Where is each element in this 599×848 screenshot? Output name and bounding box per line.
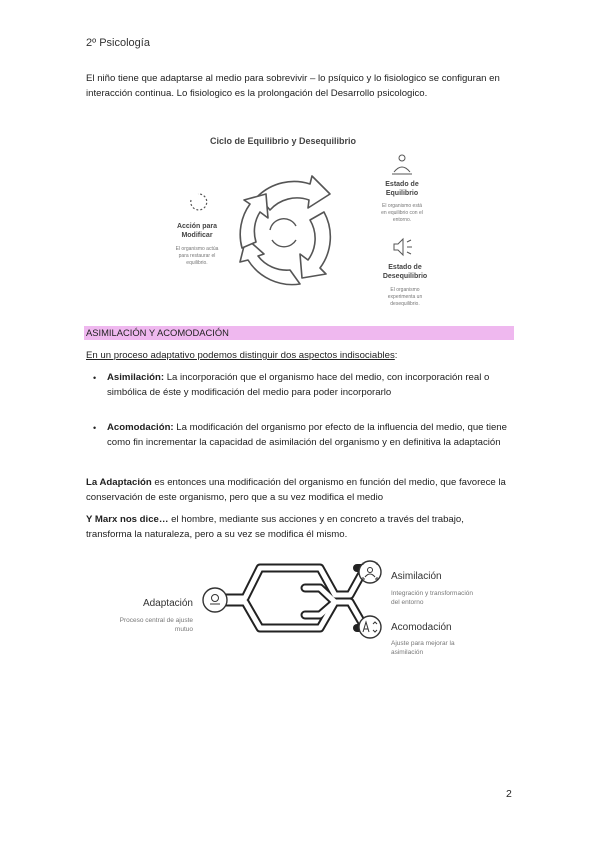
disequilibrium-desc-1: El organismo (390, 287, 420, 293)
equilibrium-desc-3: entorno. (392, 217, 412, 223)
marx-term: Y Marx nos dice… (86, 514, 169, 525)
bullet-term: Acomodación: (107, 422, 174, 433)
equilibrium-desc-1: El organismo está (381, 203, 423, 209)
acomodacion-desc-1: Ajuste para mejorar la (391, 640, 455, 647)
adaptation-diagram (95, 550, 515, 665)
page-header: 2º Psicología (86, 37, 150, 49)
bullet-text: La modificación del organismo por efecto de la influencia del medio, que tiene como fin incrementar la capacidad de asimilación del organismo y en definitiva la adaptación (107, 422, 507, 448)
cycle-center-arc (270, 219, 296, 230)
equilibrium-title-1: Estado de (385, 181, 419, 188)
section-title: ASIMILACIÓN Y ACOMODACIÓN (86, 327, 229, 338)
bullet-dot-icon: • (93, 423, 97, 433)
action-desc-2: para restaurar el (178, 253, 216, 259)
adaptacion-desc-1: Proceso central de ajuste (119, 617, 193, 624)
action-title-1: Acción para (176, 223, 218, 230)
bullet-dot-icon: • (93, 373, 97, 383)
speaker-icon (394, 239, 412, 255)
marx-text: el hombre, mediante sus acciones y en concreto a través del trabajo, transforma la naturaleza, pero a su vez se modifica él mismo. (86, 514, 464, 540)
action-desc-3: equilibrio. (186, 260, 208, 266)
cycle-arrows-icon (240, 176, 330, 285)
equilibrium-title-2: Equilibrio (385, 190, 419, 197)
action-title-2: Modificar (181, 232, 213, 239)
disequilibrium-title-1: Estado de (388, 264, 422, 271)
adaptacion-term: La Adaptación (86, 477, 152, 488)
adaptacion-text: es entonces una modificación del organismo en función del medio, que favorece la conservación de este organismo, pero que a su vez modifica el medio (86, 477, 506, 503)
intro-paragraph: El niño tiene que adaptarse al medio para sobrevivir – lo psíquico y lo fisiologico se configuran en interacción continua. Lo fisiologico es la prolongación del Desarrollo psicologico. (86, 73, 500, 99)
subheading-text: En un proceso adaptativo podemos distinguir dos aspectos indisociables (86, 350, 395, 361)
action-desc-1: El organismo actúa (175, 246, 219, 252)
disequilibrium-desc-2: experimenta un (387, 294, 423, 300)
acomodacion-title: Acomodación (391, 622, 452, 633)
asimilacion-desc-2: del entorno (391, 599, 424, 606)
acomodacion-desc-2: asimilación (391, 649, 424, 656)
acomodacion-node (359, 616, 381, 638)
equilibrium-cycle-diagram (160, 128, 450, 323)
asimilacion-title: Asimilación (391, 571, 442, 582)
cycle-title: Ciclo de Equilibrio y Desequilibrio (209, 136, 357, 146)
section-header (84, 326, 514, 340)
cycle-center-arc-2 (272, 240, 296, 247)
marx-paragraph (86, 513, 512, 542)
adaptacion-desc-2: mutuo (174, 626, 193, 633)
disequilibrium-title-2: Desequilibrio (382, 273, 428, 280)
asimilacion-desc-1: Integración y transformación (391, 590, 474, 597)
disequilibrium-desc-3: desequilibrio. (390, 301, 420, 307)
page-number: 2 (506, 788, 512, 800)
refresh-icon (191, 194, 207, 210)
meditation-icon (392, 155, 412, 174)
adaptacion-node (203, 588, 227, 612)
subheading (86, 350, 397, 361)
subheading-colon: : (394, 350, 398, 361)
adaptacion-paragraph (86, 476, 512, 505)
bullet-text: La incorporación que el organismo hace del medio, con incorporación real o simbólica de éste y modificación del medio para poder incorporarlo (107, 372, 490, 398)
adaptacion-title: Adaptación (142, 598, 193, 609)
equilibrium-desc-2: en equilibrio con el (381, 210, 423, 216)
bullet-term: Asimilación: (107, 372, 165, 383)
